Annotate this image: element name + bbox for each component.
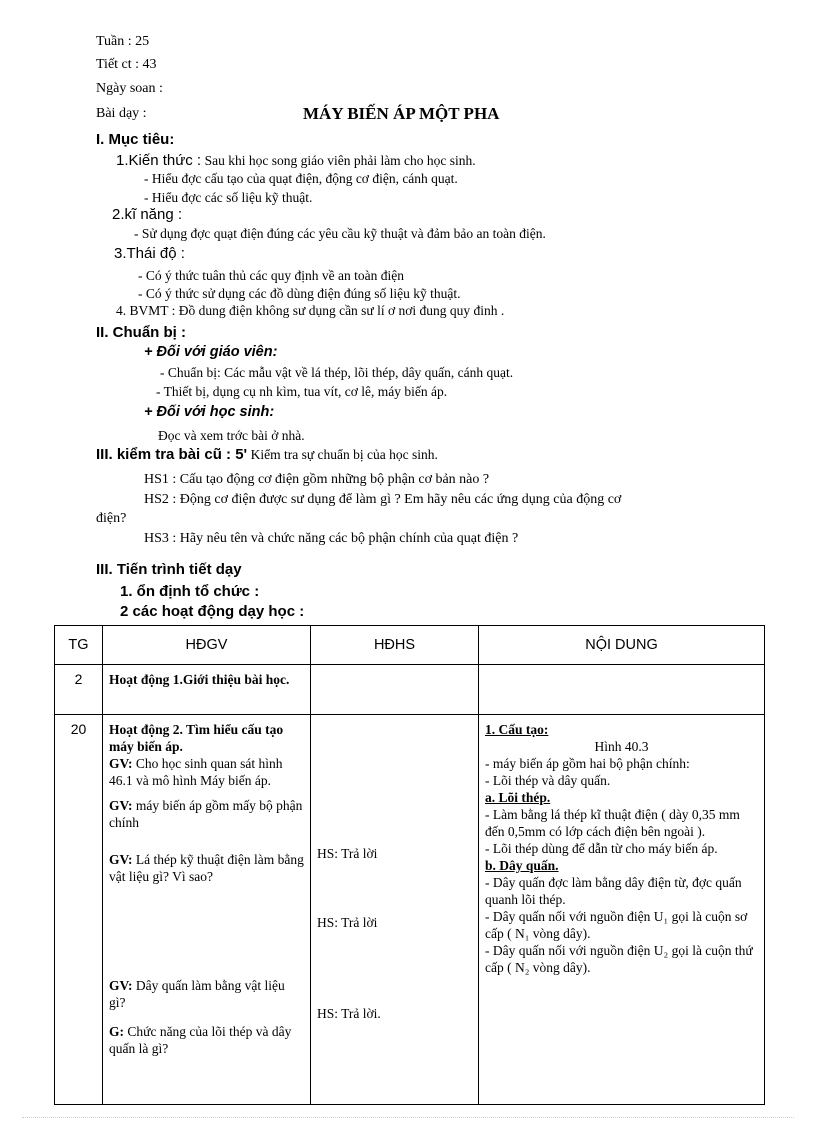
objectives-heading: I. Mục tiêu:: [96, 131, 175, 148]
teacher-prep-label: + Đối với giáo viên:: [144, 344, 278, 360]
teacher-prep-item: - Chuẩn bị: Các mẫu vật về lá thép, lõi thép, dây quấn, cánh quạt.: [160, 365, 514, 380]
lesson-label: Bài dạy :: [96, 106, 147, 121]
gv-question: [109, 755, 304, 789]
row2-student: [311, 715, 479, 1105]
environment-note: 4. BVMT : Đồ dung điện không sư dụng cần sư lí ơ nơi đung quy đinh .: [116, 303, 505, 318]
procedure-item-2: 2 các hoạt động dạy học :: [120, 603, 305, 620]
review-question-hs2-cont: điện?: [96, 511, 127, 526]
col-header-time: TG: [55, 626, 103, 665]
prep-date: Ngày soan :: [96, 81, 163, 96]
gv-label: G:: [109, 1024, 124, 1039]
gv-text: Dây quấn làm bằng vật liệu gì?: [109, 978, 285, 1010]
procedure-heading: III. Tiến trình tiết dạy: [96, 561, 242, 578]
knowledge-label: 1.Kiến thức :: [116, 152, 202, 169]
table-row: [55, 665, 765, 715]
row1-teacher: Hoạt động 1.Giới thiệu bài học.: [103, 665, 311, 715]
gv-text: Cho học sinh quan sát hình 46.1 và mô hình Máy biến áp.: [109, 756, 283, 788]
gv-text: máy biến áp gồm mấy bộ phận chính: [109, 798, 303, 830]
gv-label: GV:: [109, 852, 133, 867]
procedure-item-1: 1. ổn định tổ chức :: [120, 583, 260, 600]
content-line: - Lõi thép và dây quấn.: [485, 773, 611, 788]
page-title: MÁY BIẾN ÁP MỘT PHA: [303, 104, 500, 123]
page-bottom-rule: [22, 1117, 794, 1118]
row1-student: [311, 665, 479, 715]
activity-table: [54, 625, 765, 1105]
knowledge-item: - Hiểu đợc các số liệu kỹ thuật.: [144, 190, 313, 205]
knowledge-text: Sau khi học song giáo viên phải làm cho học sinh.: [204, 153, 476, 168]
col-header-teacher: HĐGV: [103, 626, 311, 665]
gv-label: GV:: [109, 798, 133, 813]
gv-text: Chức năng của lõi thép và dây quấn là gì?: [109, 1024, 292, 1056]
review-text: Kiểm tra sự chuẩn bị của học sinh.: [250, 447, 438, 462]
gv-question: [109, 851, 304, 885]
gv-label: GV:: [109, 978, 133, 993]
review-question-hs2: HS2 : Động cơ điện được sư dụng để làm gì ? Em hãy nêu các ứng dụng của động cơ: [144, 492, 622, 507]
student-prep-label: + Đối với học sinh:: [144, 404, 275, 420]
content-line: - máy biến áp gồm hai bộ phận chính:: [485, 756, 690, 771]
review-block: [96, 446, 438, 464]
knowledge-block: [116, 152, 476, 170]
content-subsection-winding: b. Dây quấn.: [485, 858, 559, 873]
content-subsection-core: a. Lõi thép.: [485, 790, 551, 805]
table-row: [55, 715, 765, 1105]
gv-question: [109, 1023, 304, 1057]
teacher-prep-item: - Thiết bị, dụng cụ nh kìm, tua vít, cơ lê, máy biến áp.: [156, 384, 448, 399]
hs-answer: HS: Trả lời.: [317, 1006, 381, 1021]
row2-content: [479, 715, 765, 1105]
content-line: - Dây quấn nối với nguồn điện U₁ gọi là cuộn sơ cấp ( N₁ vòng dây).: [485, 909, 748, 941]
hs-answer: HS: Trả lời: [317, 915, 378, 930]
content-line: - Lõi thép dùng để dẫn từ cho máy biến áp.: [485, 841, 718, 856]
gv-question: [109, 977, 304, 1011]
table-header-row: [55, 626, 765, 665]
review-question-hs1: HS1 : Cấu tạo động cơ điện gồm những bộ phận cơ bản nào ?: [144, 472, 490, 487]
review-question-hs3: HS3 : Hãy nêu tên và chức năng các bộ phận chính của quạt điện ?: [144, 531, 519, 546]
preparation-heading: II. Chuẩn bị :: [96, 324, 186, 341]
review-heading: III. kiểm tra bài cũ : 5': [96, 446, 248, 463]
knowledge-item: - Hiểu đợc cấu tạo của quạt điện, động cơ điện, cánh quạt.: [144, 171, 458, 186]
content-line: - Làm bằng lá thép kĩ thuật điện ( dày 0,35 mm đến 0,5mm có lớp cách điện bên ngoài ).: [485, 807, 740, 839]
figure-ref: Hình 40.3: [594, 739, 649, 754]
content-line: - Dây quấn nối với nguồn điện U₂ gọi là cuộn thứ cấp ( N₂ vòng dây).: [485, 943, 753, 975]
student-prep-item: Đọc và xem trớc bài ở nhà.: [158, 428, 305, 443]
attitude-item: - Có ý thức sử dụng các đồ dùng điện đúng số liệu kỹ thuật.: [138, 286, 461, 301]
skills-item: - Sử dụng đợc quạt điện đúng các yêu cầu kỹ thuật và đảm bảo an toàn điện.: [134, 226, 546, 241]
gv-text: Lá thép kỹ thuật điện làm bằng vật liệu gì? Vì sao?: [109, 852, 304, 884]
gv-question: [109, 797, 304, 831]
content-line: - Dây quấn đợc làm bằng dây điện từ, đợc quấn quanh lõi thép.: [485, 875, 742, 907]
row1-time: 2: [55, 665, 103, 715]
row2-teacher: [103, 715, 311, 1105]
col-header-student: HĐHS: [311, 626, 479, 665]
content-section-structure: 1. Cấu tạo:: [485, 722, 549, 737]
lesson-number: Tiết ct : 43: [96, 57, 157, 72]
week-label: Tuần : 25: [96, 34, 150, 49]
row2-time: 20: [55, 715, 103, 1105]
col-header-content: NỘI DUNG: [479, 626, 765, 665]
row1-content: [479, 665, 765, 715]
skills-label: 2.kĩ năng :: [112, 206, 183, 223]
attitude-item: - Có ý thức tuân thủ các quy định về an toàn điện: [138, 268, 404, 283]
attitude-label: 3.Thái độ :: [114, 245, 185, 262]
gv-label: GV:: [109, 756, 133, 771]
row2-activity-title: Hoạt động 2. Tìm hiểu cấu tạo máy biến áp.: [109, 722, 284, 754]
hs-answer: HS: Trả lời: [317, 846, 378, 861]
